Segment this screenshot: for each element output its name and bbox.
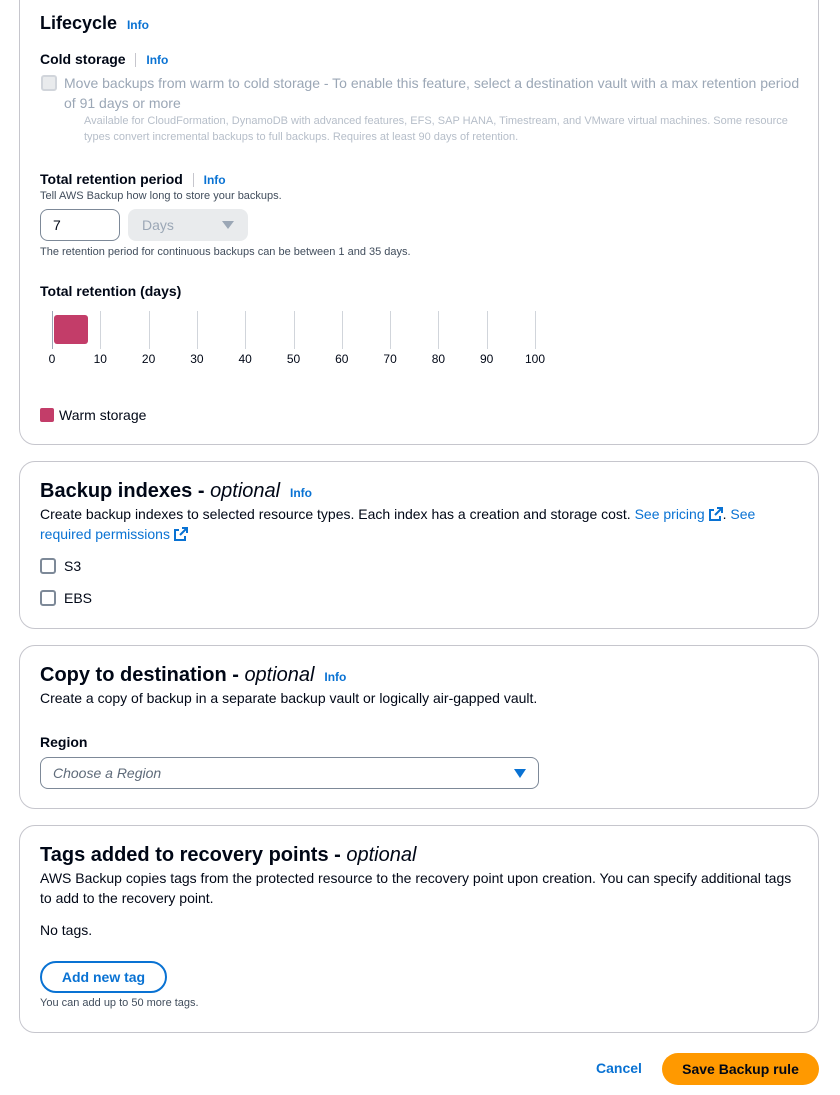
index-option-ebs[interactable] <box>40 590 92 606</box>
chart-bar-warm-storage[interactable] <box>54 315 88 344</box>
retention-chart <box>20 311 820 401</box>
chart-tick-label: 50 <box>286 352 301 366</box>
chart-title: Total retention (days) <box>40 283 182 299</box>
chart-legend <box>40 407 146 423</box>
caret-down-icon <box>222 221 234 229</box>
see-pricing-link[interactable]: See pricing <box>635 506 723 522</box>
chart-gridline <box>438 311 439 349</box>
retention-constraint: The retention period for continuous backups can be between 1 and 35 days. <box>40 246 411 258</box>
chart-tick-label: 30 <box>190 352 204 366</box>
tags-description: AWS Backup copies tags from the protected resource to the recovery point upon creation. You can specify additional tags to add to the recovery point. <box>40 870 792 906</box>
chart-gridline <box>535 311 536 349</box>
retention-value-input[interactable] <box>40 209 120 241</box>
ebs-checkbox[interactable] <box>40 590 56 606</box>
cold-storage-checkbox-label: Move backups from warm to cold storage - To enable this feature, select a destination vault with a max retention period of 91 days or more <box>64 75 800 111</box>
chart-tick-label: 100 <box>524 352 546 366</box>
indexes-description-block: Create backup indexes to selected resource types. Each index has a creation and storage cost. See pricing . See required permissions <box>40 506 756 542</box>
index-option-s3[interactable] <box>40 558 81 574</box>
lifecycle-info-link[interactable]: Info <box>126 18 149 32</box>
caret-down-icon <box>514 769 526 778</box>
indexes-header <box>40 480 312 503</box>
chart-tick-label: 0 <box>48 352 56 366</box>
retention-info-link[interactable]: Info <box>203 173 226 187</box>
copy-destination-panel <box>19 645 819 809</box>
external-link-icon <box>174 527 188 541</box>
divider <box>135 53 136 67</box>
lifecycle-panel <box>19 0 819 445</box>
chart-gridline <box>100 311 101 349</box>
cold-storage-info-link[interactable]: Info <box>146 53 169 67</box>
chart-gridline <box>294 311 295 349</box>
region-select[interactable] <box>40 757 539 789</box>
legend-swatch-warm <box>40 408 54 422</box>
cancel-button[interactable]: Cancel <box>596 1060 642 1076</box>
indexes-title: Backup indexes - optional <box>40 480 281 502</box>
retention-value: 7 <box>53 217 61 233</box>
copy-title: Copy to destination - optional <box>40 664 315 686</box>
copy-info-link[interactable]: Info <box>324 670 347 684</box>
s3-label: S3 <box>64 558 82 574</box>
tags-panel <box>19 825 819 1033</box>
s3-checkbox[interactable] <box>40 558 56 574</box>
copy-header <box>40 664 346 687</box>
chart-gridline <box>197 311 198 349</box>
lifecycle-title: Lifecycle <box>40 13 118 33</box>
indexes-description: Create backup indexes to selected resource types. Each index has a creation and storage cost. <box>40 506 631 522</box>
chart-gridline <box>245 311 246 349</box>
cold-storage-label: Cold storage <box>40 51 126 67</box>
cold-storage-label-row <box>40 51 168 67</box>
add-new-tag-button[interactable]: Add new tag <box>40 961 167 993</box>
copy-description: Create a copy of backup in a separate backup vault or logically air-gapped vault. <box>40 690 538 706</box>
external-link-icon <box>709 507 723 521</box>
backup-indexes-panel <box>19 461 819 629</box>
tags-hint: You can add up to 50 more tags. <box>40 997 199 1009</box>
chart-tick-label: 60 <box>335 352 349 366</box>
retention-label-row <box>40 171 226 187</box>
no-tags-text: No tags. <box>40 922 93 938</box>
cold-storage-checkbox[interactable] <box>41 75 57 91</box>
chart-tick-label: 90 <box>480 352 494 366</box>
legend-label-warm: Warm storage <box>59 407 147 423</box>
tags-title: Tags added to recovery points - optional <box>40 844 417 866</box>
chart-gridline <box>342 311 343 349</box>
see-required-permissions-link[interactable]: See required permissions <box>40 506 756 542</box>
region-placeholder: Choose a Region <box>53 765 162 781</box>
retention-description: Tell AWS Backup how long to store your backups. <box>40 190 282 202</box>
chart-tick-label: 70 <box>383 352 397 366</box>
chart-tick-label: 80 <box>431 352 446 366</box>
chart-tick-label: 20 <box>141 352 156 366</box>
divider <box>193 173 194 187</box>
chart-gridline <box>149 311 150 349</box>
retention-unit-select[interactable] <box>128 209 248 241</box>
retention-label: Total retention period <box>40 171 183 187</box>
chart-gridline <box>390 311 391 349</box>
chart-gridline <box>52 311 53 349</box>
cold-storage-description: Available for CloudFormation, DynamoDB with advanced features, EFS, SAP HANA, Timestream, and VMware virtual machines. Some resource types convert incremental backups to full backups. Requires at least 90 days of retention. <box>84 115 788 143</box>
chart-gridline <box>487 311 488 349</box>
indexes-info-link[interactable]: Info <box>290 486 313 500</box>
ebs-label: EBS <box>64 590 93 606</box>
region-label: Region <box>40 734 88 750</box>
retention-unit: Days <box>142 217 174 233</box>
tags-header <box>40 844 416 867</box>
lifecycle-header <box>40 13 149 34</box>
chart-tick-label: 40 <box>238 352 252 366</box>
chart-tick-label: 10 <box>93 352 107 366</box>
save-backup-rule-button[interactable]: Save Backup rule <box>662 1053 819 1085</box>
